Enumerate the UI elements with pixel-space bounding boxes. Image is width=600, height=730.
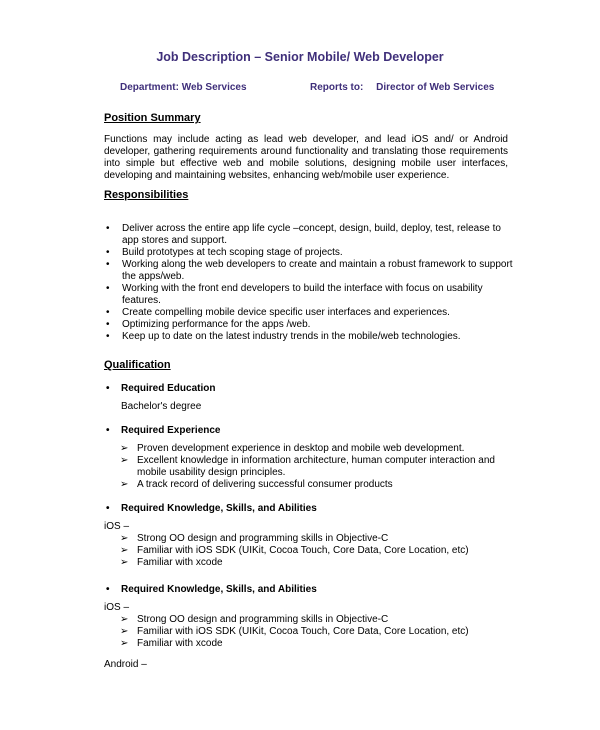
list-item [120, 533, 500, 545]
bullet-icon: • [106, 584, 110, 595]
list-item [104, 319, 514, 331]
qualification-heading: Qualification [104, 359, 171, 371]
arrow-bullet-icon: ➢ [120, 443, 129, 454]
list-item-text: A track record of delivering successful consumer products [137, 479, 393, 490]
skills-heading [104, 503, 317, 515]
bullet-icon: • [106, 503, 110, 514]
list-item [120, 443, 500, 455]
list-item-text: Familiar with iOS SDK (UIKit, Cocoa Touch, Core Data, Core Location, etc) [137, 626, 469, 637]
list-item-text: Familiar with xcode [137, 557, 223, 568]
arrow-bullet-icon: ➢ [120, 626, 129, 637]
required-education-value: Bachelor's degree [121, 401, 202, 412]
position-summary-text: Functions may include acting as lead web developer, and lead iOS and/ or Android developer, gathering requirements around functionality and translating those requirements into simple but effective web and mobile solutions, designing mobile user interfaces, developing and maintaining websites, enhancing web/mobile user experience. [104, 134, 508, 181]
arrow-bullet-icon: ➢ [120, 638, 129, 649]
skills-heading [104, 584, 317, 596]
list-item-text: Keep up to date on the latest industry trends in the mobile/web technologies. [122, 331, 461, 342]
list-item-text: Working along the web developers to create and maintain a robust framework to support the apps/web. [122, 259, 513, 282]
ios-skills-list [120, 533, 500, 569]
bullet-icon: • [106, 383, 110, 394]
list-item-text: Working with the front end developers to build the interface with focus on usability features. [122, 283, 483, 306]
arrow-bullet-icon: ➢ [120, 614, 129, 625]
list-item [120, 638, 500, 650]
platform-ios-label: iOS – [104, 521, 130, 532]
platform-android-label: Android – [104, 659, 147, 670]
ios-skills-list [120, 614, 500, 650]
reports-to-line [310, 82, 494, 94]
arrow-bullet-icon: ➢ [120, 533, 129, 544]
bullet-icon: • [106, 319, 110, 330]
list-item [120, 455, 500, 479]
department-label: Department: [120, 82, 179, 93]
list-item [120, 626, 500, 638]
required-education-label: Required Education [121, 383, 216, 394]
list-item [120, 614, 500, 626]
required-experience-heading [104, 425, 220, 437]
list-item-text: Familiar with iOS SDK (UIKit, Cocoa Touch, Core Data, Core Location, etc) [137, 545, 469, 556]
list-item-text: Proven development experience in desktop and mobile web development. [137, 443, 465, 454]
list-item-text: Optimizing performance for the apps /web. [122, 319, 311, 330]
bullet-icon: • [106, 223, 110, 234]
position-summary-heading: Position Summary [104, 112, 201, 124]
list-item-text: Strong OO design and programming skills in Objective-C [137, 614, 389, 625]
list-item-text: Familiar with xcode [137, 638, 223, 649]
skills-label: Required Knowledge, Skills, and Abilities [121, 503, 317, 514]
list-item [120, 479, 500, 491]
bullet-icon: • [106, 331, 110, 342]
list-item [104, 223, 514, 247]
required-education-heading [104, 383, 215, 395]
list-item-text: Build prototypes at tech scoping stage of projects. [122, 247, 343, 258]
department-value: Web Services [181, 82, 247, 93]
bullet-icon: • [106, 283, 110, 294]
responsibilities-heading: Responsibilities [104, 189, 189, 201]
list-item [104, 331, 514, 343]
bullet-icon: • [106, 259, 110, 270]
bullet-icon: • [106, 247, 110, 258]
department-line [120, 82, 247, 94]
platform-ios-label: iOS – [104, 602, 130, 613]
responsibilities-list [104, 223, 514, 343]
reports-to-label: Reports to: [310, 82, 364, 93]
document-title: Job Description – Senior Mobile/ Web Developer [156, 50, 444, 64]
list-item [120, 557, 500, 569]
list-item-text: Deliver across the entire app life cycle –concept, design, build, deploy, test, release to app stores and support. [122, 223, 501, 246]
arrow-bullet-icon: ➢ [120, 479, 129, 490]
bullet-icon: • [106, 425, 110, 436]
bullet-icon: • [106, 307, 110, 318]
arrow-bullet-icon: ➢ [120, 557, 129, 568]
arrow-bullet-icon: ➢ [120, 545, 129, 556]
required-experience-label: Required Experience [121, 425, 221, 436]
reports-to-value: Director of Web Services [376, 82, 495, 93]
list-item [104, 259, 514, 283]
experience-list [120, 443, 500, 491]
list-item-text: Strong OO design and programming skills in Objective-C [137, 533, 389, 544]
skills-label: Required Knowledge, Skills, and Abilities [121, 584, 317, 595]
list-item [120, 545, 500, 557]
list-item-text: Excellent knowledge in information architecture, human computer interaction and mobile usability design principles. [137, 455, 495, 478]
arrow-bullet-icon: ➢ [120, 455, 129, 466]
list-item [104, 307, 514, 319]
list-item [104, 283, 514, 307]
list-item-text: Create compelling mobile device specific user interfaces and experiences. [122, 307, 450, 318]
list-item [104, 247, 514, 259]
